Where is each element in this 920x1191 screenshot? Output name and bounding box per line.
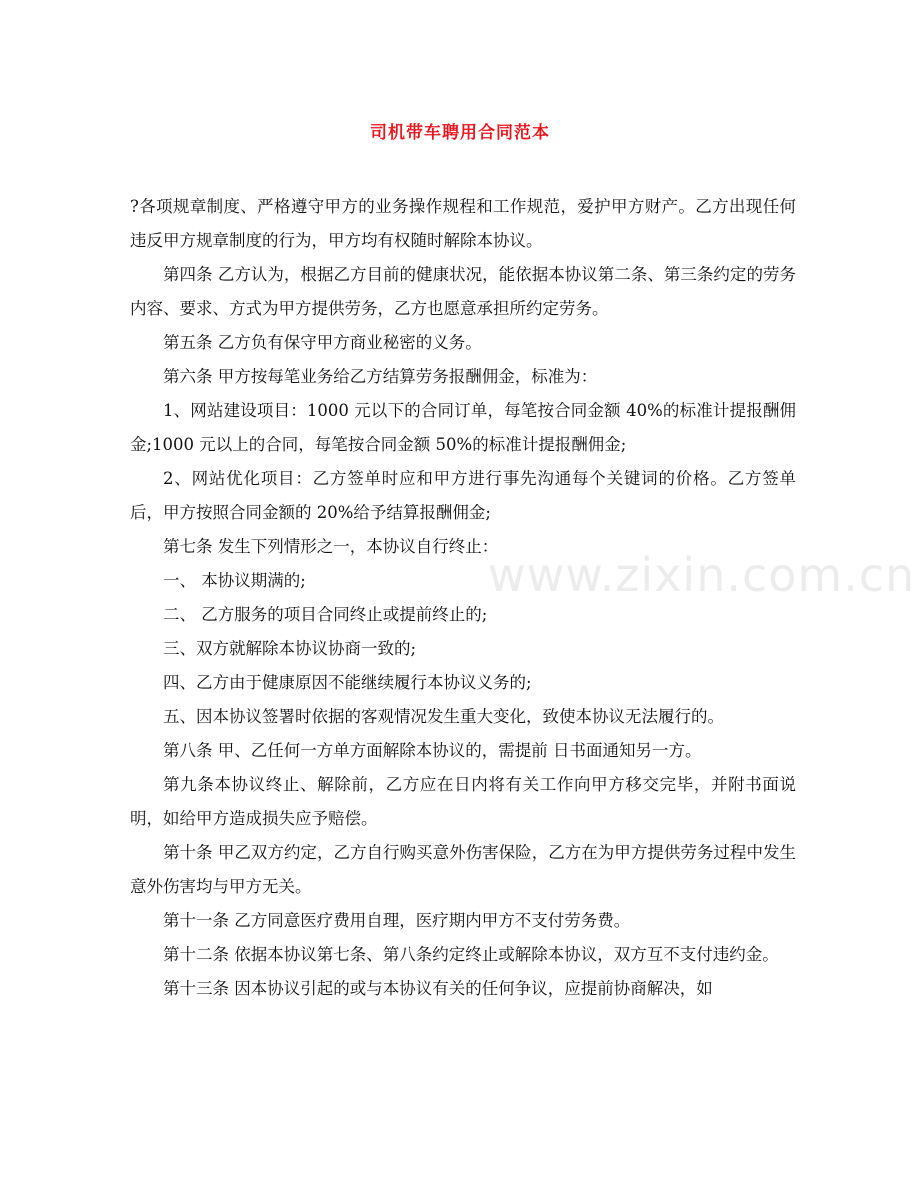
paragraph: 第十二条 依据本协议第七条、第八条约定终止或解除本协议，双方互不支付违约金。 xyxy=(163,945,779,964)
document-title: 司机带车聘用合同范本 xyxy=(370,123,550,143)
paragraph: 二、 乙方服务的项目合同终止或提前终止的; xyxy=(163,605,488,624)
paragraph: 第九条本协议终止、解除前，乙方应在日内将有关工作向甲方移交完毕，并附书面说明，如给甲方造成损失应予赔偿。 xyxy=(130,775,796,828)
paragraph: 第十三条 因本协议引起的或与本协议有关的任何争议，应提前协商解决，如 xyxy=(163,979,713,998)
paragraph: 四、乙方由于健康原因不能继续履行本协议义务的; xyxy=(163,673,532,692)
paragraph: 第十条 甲乙双方约定，乙方自行购买意外伤害保险，乙方在为甲方提供劳务过程中发生意外伤害均与甲方无关。 xyxy=(130,843,796,896)
paragraph: 一、 本协议期满的; xyxy=(163,571,306,590)
paragraph: 1、网站建设项目：1000 元以下的合同订单，每笔按合同金额 40%的标准计提报酬佣金;1000 元以上的合同，每笔按合同金额 50%的标准计提报酬佣金; xyxy=(130,401,796,454)
paragraph: 第四条 乙方认为，根据乙方目前的健康状况，能依据本协议第二条、第三条约定的劳务内容、要求、方式为甲方提供劳务，乙方也愿意承担所约定劳务。 xyxy=(130,265,796,318)
paragraph: 第五条 乙方负有保守甲方商业秘密的义务。 xyxy=(163,333,482,352)
paragraph: ?各项规章制度、严格遵守甲方的业务操作规程和工作规范，爱护甲方财产。乙方出现任何违反甲方规章制度的行为，甲方均有权随时解除本协议。 xyxy=(130,197,796,250)
paragraph: 三、双方就解除本协议协商一致的; xyxy=(163,639,417,658)
document-body xyxy=(130,190,796,1006)
paragraph: 第六条 甲方按每笔业务给乙方结算劳务报酬佣金，标准为： xyxy=(163,367,598,386)
paragraph: 2、网站优化项目：乙方签单时应和甲方进行事先沟通每个关键词的价格。乙方签单后，甲方按照合同金额的 20%给予结算报酬佣金; xyxy=(130,469,796,522)
paragraph: 五、因本协议签署时依据的客观情况发生重大变化，致使本协议无法履行的。 xyxy=(163,707,724,726)
paragraph: 第十一条 乙方同意医疗费用自理，医疗期内甲方不支付劳务费。 xyxy=(163,911,631,930)
paragraph: 第八条 甲、乙任何一方单方面解除本协议的，需提前 日书面通知另一方。 xyxy=(163,741,702,760)
paragraph: 第七条 发生下列情形之一，本协议自行终止： xyxy=(163,537,499,556)
watermark: www.zixin.com.cn xyxy=(488,548,916,602)
